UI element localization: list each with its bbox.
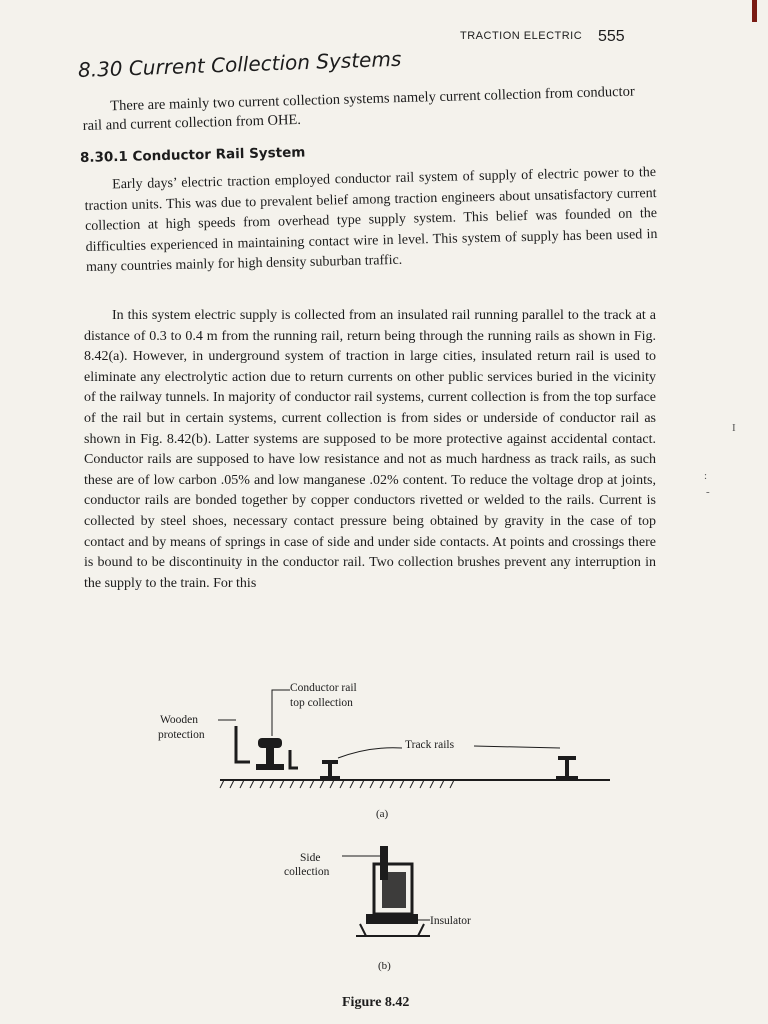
margin-mark-2: : [704, 470, 708, 482]
running-head: TRACTION ELECTRIC [460, 30, 583, 42]
figure-b-caption: (b) [378, 960, 391, 972]
page-edge-mark [752, 0, 757, 22]
margin-mark-3: - [706, 486, 710, 498]
section-intro: There are mainly two current collection systems namely current collection from conductor rail and current collection from OHE. [82, 83, 635, 134]
label-conductor-rail: Conductor rail [290, 682, 357, 694]
subsection-title: 8.30.1 Conductor Rail System [79, 144, 306, 166]
paragraph-2: In this system electric supply is collected from an insulated rail running parallel to the track at a distance of 0.3 to 0.4 m from the running rail, return being through the running rails as shown in Fig. 8.42(a). However, in underground system of traction in large cities, insulated return rail is used to eliminate any electrolytic action due to return currents on other public services buried in the vicinity of the railway tunnels. In majority of conductor rail systems, current collection is from the top surface of the rail but in certain systems, current collection is from sides or underside of conductor rail as shown in Fig. 8.42(b). Latter systems are supposed to be more protective against accidental contact. Conductor rails are supposed to have low resistance and not as much hardness as track rails, as such these are of low carbon .05% and low manganese .02% content. To reduce the voltage drop at joints, conductor rails are bonded together by copper conductors rivetted or welded to the rails. Current is collected by steel shoes, necessary contact pressure being obtained by gravity in the case of top contact and by means of springs in case of side and under side contacts. At points and crossings there is bound to be discontinuity in the conductor rail. Two collection brushes prevent any interruption in the supply to the train. For this [84, 308, 656, 591]
label-side: Side [300, 852, 321, 864]
paragraph-1: Early days’ electric traction employed conductor rail system of supply of electric power to the traction units. This was due to prevalent belief among traction engineers about unsatisfactory current collection at high speeds from overhead type supply system. This belief was founded on the difficulties experienced in maintaining contact wire in level. This system of supply has been used in many countries mainly for high density suburban traffic. [84, 165, 658, 276]
label-top-collection: top collection [290, 697, 353, 709]
figure-caption: Figure 8.42 [342, 995, 410, 1010]
figure-a-caption: (a) [376, 808, 389, 820]
figure-a-diagram [140, 676, 620, 796]
margin-mark-1: I [732, 422, 736, 434]
label-wooden: Wooden [160, 714, 199, 726]
section-title: 8.30 Current Collection Systems [77, 46, 402, 82]
label-insulator: Insulator [430, 915, 471, 927]
page-number: 555 [598, 28, 625, 45]
label-track-rails: Track rails [405, 739, 455, 751]
label-collection: collection [284, 866, 330, 878]
label-protection: protection [158, 729, 205, 741]
